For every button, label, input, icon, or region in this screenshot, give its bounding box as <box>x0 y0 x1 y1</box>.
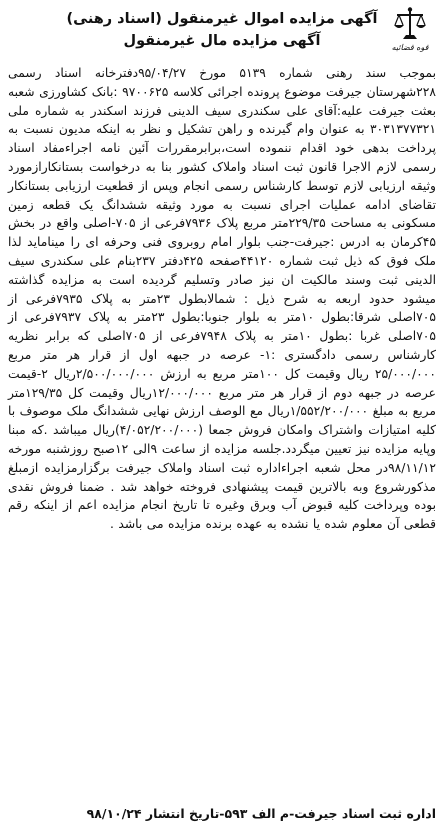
notice-footer: اداره ثبت اسناد جیرفت-م الف ۵۹۳-تاریخ انتشار ۹۸/۱۰/۲۴ <box>86 806 436 821</box>
scales-of-justice-icon <box>390 6 430 42</box>
notice-subtitle: آگهی مزایده مال غیرمنقول <box>123 33 321 49</box>
notice-header <box>8 6 436 64</box>
notice-title: آگهی مزایده اموال غیرمنقول (اسناد رهنی) <box>66 11 378 27</box>
judiciary-emblem <box>390 6 430 52</box>
emblem-caption: قوه قضائیه <box>391 43 429 52</box>
notice-body: بموجب سند رهنی شماره ۵۱۳۹ مورخ ۹۵/۰۴/۲۷دفترخانه اسناد رسمی ۲۲۸شهرستان جیرفت موضوع پرونده اجرائی کلاسه ۹۷۰۰۶۲۵ :بانک کشاورزی شعبه بعثت جیرفت علیه:آقای علی سکندری سیف الدینی فرزند اسکندر به شماره ملی ۳۰۳۱۳۷۷۳۲۱ به عنوان وام گیرنده و راهن تشکیل و نظر به اینکه مدیون نسبت به پرداخت بدهی خود اقدام ننموده است،برابرمقررات آئین نامه اجراءمفاد اسناد رسمی لازم الاجرا قانون ثبت اسناد واملاک کشور بنا به درخواست بستانکارازمورد وثیقه ارزیابی لازم توسط کارشناس رسمی انجام وپس از قطعیت ارزیابی بستانکار تقاضای ادامه عملیات اجرای نسبت به مورد وثیقه ششدانگ یک قطعه زمین مسکونی به مساحت ۲۲۹/۳۵متر مربع پلاک ۷۹۳۶فرعی از ۷۰۵-اصلی واقع در بخش ۴۵کرمان به ادرس :جیرفت-جنب بلوار امام روبروی فنی وحرفه ای را میناماید لذا ملک فوق که ذیل ثبت شماره ۴۴۱۲۰صفحه ۴۲۵دفتر ۲۳۷بنام علی سکندری سیف الدینی ثبت وسند مالکیت ان نیز صادر وتسلیم گردیده است به مزایده گذاشته میشود حدود اربعه به شرح ذیل : شمالابطول ۲۳متر به پلاک ۷۹۳۵فرعی از ۷۰۵اصلی شرقا:بطول ۱۰متر به بلوار جنوبا:بطول ۲۳متر به پلاک ۷۹۳۷فرعی از ۷۰۵اصلی غربا :بطول ۱۰متر به پلاک ۷۹۴۸فرعی از ۷۰۵اصلی که برابر نظریه کارشناس رسمی دادگستری :۱- عرصه در جبهه اول از قرار هر متر مربع ۲۵/۰۰۰/۰۰۰ ریال وقیمت کل ۱۰۰متر مربع به ارزش ۲/۵۰۰/۰۰۰/۰۰۰ریال ۲-قیمت عرصه در جبهه دوم از قرار هر متر مربع ۱۲/۰۰۰/۰۰۰ریال وقیمت کل ۱۲۹/۳۵متر مربع به مبلغ ۱/۵۵۲/۲۰۰/۰۰۰ریال مع الوصف ارزش نهایی ششدانگ ملک موصوف با کلیه امتیازات واشتراک وامکان فروش جمعا (۴/۰۵۲/۲۰۰/۰۰۰)ریال میباشد .که مبنا وپایه مزایده نیز تعیین میگردد.جلسه مزایده از ساعت ۹الی ۱۲صبح روزشنبه مورخه ۹۸/۱۱/۱۲در محل شعبه اجراءاداره ثبت اسناد واملاک جیرفت برگزارمزایده ازمبلغ مذکورشروع وبه بالاترین قیمت پیشنهادی فروخته خواهد شد . ضمنا فروش نقدی بوده وپرداخت کلیه قبوض آب وبرق وغیره تا تاریخ انجام مزایده اعم از اینکه رقم قطعی آن معلوم شده یا نشده به عهده برنده مزایده می باشد . <box>8 66 437 532</box>
